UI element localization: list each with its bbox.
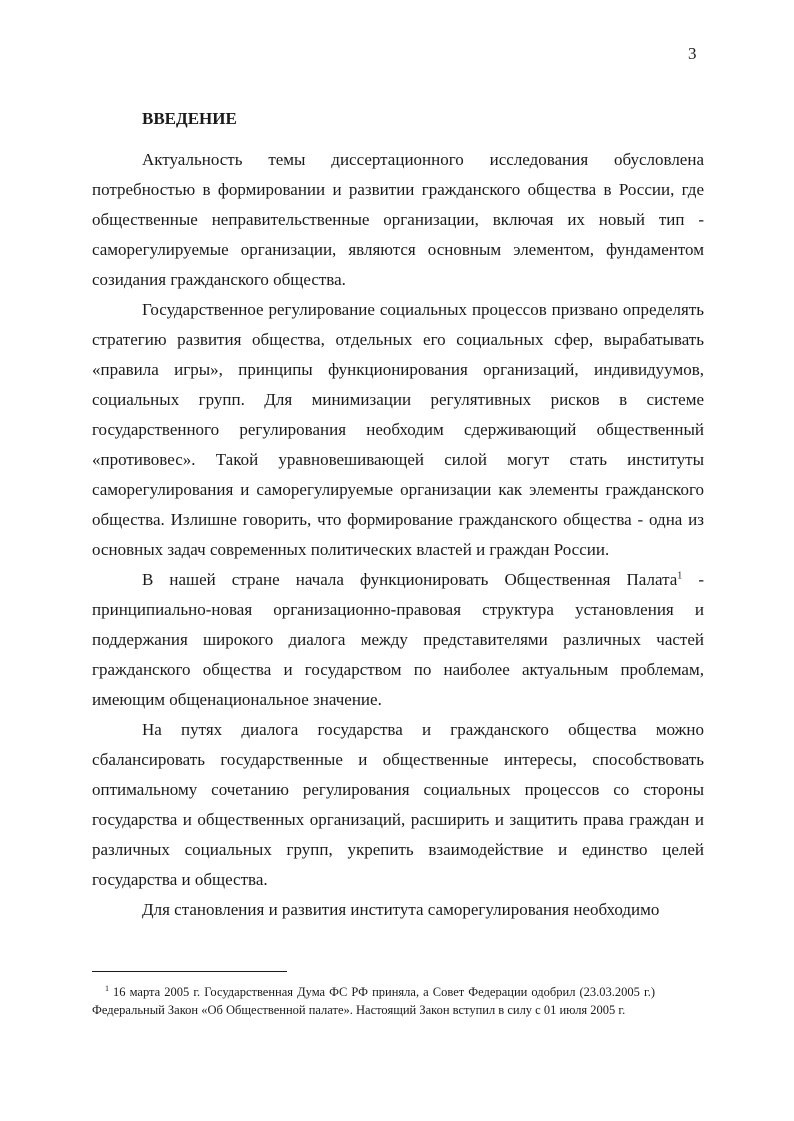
footnote-text: 16 марта 2005 г. Государственная Дума ФС РФ приняла, а Совет Федерации одобрил (23.03.2005 г.) Федеральный Закон «Об Общественной палате». Настоящий Закон вступил в силу с 01 июля 2005 г. [92, 985, 655, 1018]
page-number: 3 [688, 44, 697, 63]
footnote-divider [92, 971, 287, 972]
paragraph-public-chamber-text-before: В нашей стране начала функционировать Общественная Палата [142, 570, 678, 589]
section-heading: ВВЕДЕНИЕ [142, 109, 237, 128]
paragraph-self-regulation: Для становления и развития института саморегулирования необходимо [142, 900, 660, 919]
footnote-mark: 1 [105, 984, 109, 993]
paragraph-dialogue: На путях диалога государства и гражданского общества можно сбалансировать государственные и общественные интересы, способствовать оптимальному сочетанию регулирования социальных процессов со стороны государства и общественных организаций, расширить и защитить права граждан и различных социальных групп, укрепить взаимодействие и единство целей государства и общества. [92, 720, 704, 889]
paragraph-public-chamber-text-after: - принципиально-новая организационно-правовая структура установления и поддержания широкого диалога между представителями различных частей гражданского общества и государством по наиболее актуальным проблемам, имеющим общенациональное значение. [92, 570, 704, 709]
footnote [92, 980, 655, 1019]
page-content [92, 104, 704, 925]
paragraph-relevance: Актуальность темы диссертационного исследования обусловлена потребностью в формировании и развитии гражданского общества в России, где общественные неправительственные организации, включая их новый тип - саморегулируемые организации, являются основным элементом, фундаментом созидания гражданского общества. [92, 150, 704, 289]
footnote-reference[interactable]: 1 [677, 570, 683, 582]
paragraph-public-chamber [92, 565, 704, 715]
paragraph-state-regulation: Государственное регулирование социальных процессов призвано определять стратегию развития общества, отдельных его социальных сфер, вырабатывать «правила игры», принципы функционирования организаций, индивидуумов, социальных групп. Для минимизации регулятивных рисков в системе государственного регулирования необходим сдерживающий общественный «противовес». Такой уравновешивающей силой могут стать институты саморегулирования и саморегулируемые организации как элементы гражданского общества. Излишне говорить, что формирование гражданского общества - одна из основных задач современных политических властей и граждан России. [92, 300, 704, 559]
